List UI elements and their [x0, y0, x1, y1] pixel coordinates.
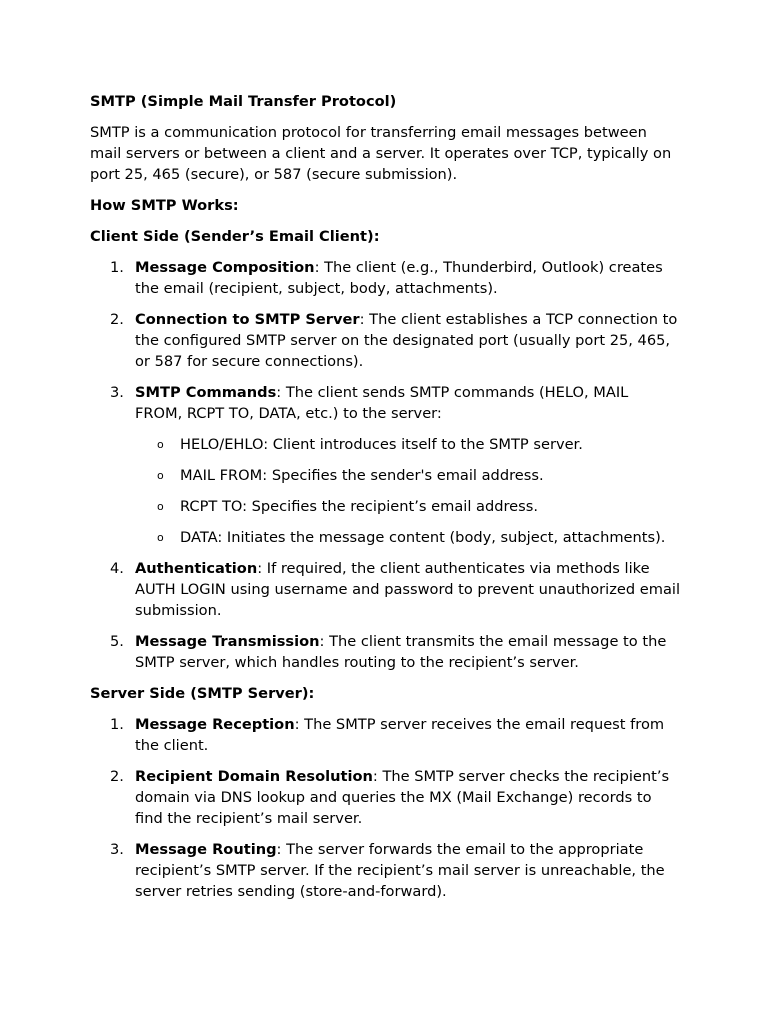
list-text: : The SMTP server checks the recipient’s domain via DNS lookup and queries the MX (Mail Exchange) records to find the recipient’s mail server. [135, 768, 670, 827]
how-heading: How SMTP Works: [90, 197, 239, 214]
list-number: 3. [110, 841, 124, 858]
list-text: : The client establishes a TCP connection to the configured SMTP server on the designated port (usually port 25, 465, or 587 for secure connections). [135, 311, 678, 370]
sub-list-item [135, 465, 680, 486]
list-text: : The client (e.g., Thunderbird, Outlook) creates the email (recipient, subject, body, attachments). [135, 259, 663, 297]
list-number: 2. [110, 311, 124, 328]
smtp-commands-list [135, 434, 680, 548]
list-number: 1. [110, 716, 124, 733]
client-steps-list [90, 257, 680, 673]
sub-list-text: DATA: Initiates the message content (body, subject, attachments). [180, 529, 666, 546]
server-steps-list [90, 714, 680, 902]
list-text: : The client transmits the email message to the SMTP server, which handles routing to the recipient’s server. [135, 633, 667, 671]
list-text: : The client sends SMTP commands (HELO, MAIL FROM, RCPT TO, DATA, etc.) to the server: [135, 384, 629, 422]
bullet-marker: o [157, 438, 164, 451]
list-number: 1. [110, 259, 124, 276]
list-item [90, 257, 680, 299]
list-term: Message Transmission [135, 633, 320, 650]
list-term: Message Composition [135, 259, 315, 276]
list-term: Authentication [135, 560, 258, 577]
list-item [90, 714, 680, 756]
sub-list-text: MAIL FROM: Specifies the sender's email address. [180, 467, 544, 484]
intro-paragraph: SMTP is a communication protocol for transferring email messages between mail servers or between a client and a server. It operates over TCP, typically on port 25, 465 (secure), or 587 (secure submission). [90, 124, 672, 183]
list-item [90, 558, 680, 621]
list-text: : The server forwards the email to the appropriate recipient’s SMTP server. If the recipient’s mail server is unreachable, the server retries sending (store-and-forward). [135, 841, 665, 900]
document-title: SMTP (Simple Mail Transfer Protocol) [90, 93, 397, 110]
list-term: Connection to SMTP Server [135, 311, 360, 328]
sub-list-item [135, 527, 680, 548]
list-term: Message Routing [135, 841, 277, 858]
bullet-marker: o [157, 531, 164, 544]
list-item [90, 766, 680, 829]
document-page [90, 91, 680, 912]
list-term: Message Reception [135, 716, 295, 733]
bullet-marker: o [157, 469, 164, 482]
sub-list-text: HELO/EHLO: Client introduces itself to the SMTP server. [180, 436, 583, 453]
list-number: 2. [110, 768, 124, 785]
list-item [90, 839, 680, 902]
list-number: 3. [110, 384, 124, 401]
server-side-heading: Server Side (SMTP Server): [90, 685, 315, 702]
list-number: 4. [110, 560, 124, 577]
sub-list-item [135, 496, 680, 517]
list-text: : If required, the client authenticates via methods like AUTH LOGIN using username and password to prevent unauthorized email submission. [135, 560, 681, 619]
list-number: 5. [110, 633, 124, 650]
list-item [90, 382, 680, 548]
list-text: : The SMTP server receives the email request from the client. [135, 716, 665, 754]
client-side-heading: Client Side (Sender’s Email Client): [90, 228, 380, 245]
list-item [90, 631, 680, 673]
list-term: Recipient Domain Resolution [135, 768, 373, 785]
list-term: SMTP Commands [135, 384, 277, 401]
sub-list-item [135, 434, 680, 455]
bullet-marker: o [157, 500, 164, 513]
sub-list-text: RCPT TO: Specifies the recipient’s email address. [180, 498, 538, 515]
list-item [90, 309, 680, 372]
